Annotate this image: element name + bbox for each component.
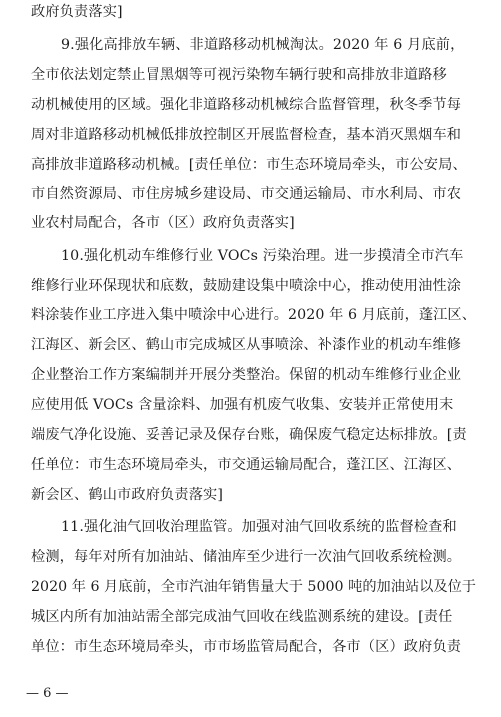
text-line: 新会区、鹤山市政府负责落实] <box>31 487 224 503</box>
text-line: 政府负责落实] <box>31 4 123 20</box>
text-line: 城区内所有加油站需全部完成油气回收在线监测系统的建设。[责任 <box>31 609 453 625</box>
text-line: 动机械使用的区域。强化非道路移动机械综合监督管理，秋冬季节每 <box>31 97 462 113</box>
text-line: 全市依法划定禁止冒黑烟等可视污染物车辆行驶和高排放非道路移 <box>31 67 447 83</box>
text-line: 企业整治工作方案编制并开展分类整治。保留的机动车维修行业企业 <box>31 367 462 383</box>
item-11-heading-line: 11.强化油气回收治理监管。加强对油气回收系统的监督检查和 <box>61 519 457 535</box>
text-line: 业农村局配合，各市（区）政府负责落实] <box>31 215 295 231</box>
text-line: 检测，每年对所有加油站、储油库至少进行一次油气回收系统检测。 <box>31 549 462 565</box>
text-line: 江海区、新会区、鹤山市完成城区从事喷涂、补漆作业的机动车维修 <box>31 337 462 353</box>
text-line: 应使用低 VOCs 含量涂料、加强有机废气收集、安装并正常使用末 <box>31 397 454 413</box>
text-line: 任单位：市生态环境局牵头，市交通运输局配合，蓬江区、江海区、 <box>31 457 462 473</box>
text-line: 维修行业环保现状和底数，鼓励建设集中喷涂中心，推动使用油性涂 <box>31 278 462 294</box>
text-line: 单位：市生态环境局牵头，市市场监管局配合，各市（区）政府负责 <box>31 639 462 655</box>
text-line: 高排放非道路移动机械。[责任单位：市生态环境局牵头，市公安局、 <box>31 157 467 173</box>
item-9-heading-line: 9.强化高排放车辆、非道路移动机械淘汰。2020 年 6 月底前， <box>61 37 465 53</box>
text-line: 市自然资源局、市住房城乡建设局、市交通运输局、市水利局、市农 <box>31 186 462 202</box>
page-number: — 6 — <box>26 686 69 701</box>
item-10-heading-line: 10.强化机动车维修行业 VOCs 污染治理。进一步摸清全市汽车 <box>61 248 464 264</box>
text-line: 端废气净化设施、妥善记录及保存台账，确保废气稳定达标排放。[责 <box>31 427 467 443</box>
text-line: 2020 年 6 月底前，全市汽油年销售量大于 5000 吨的加油站以及位于 <box>31 579 476 595</box>
text-line: 周对非道路移动机械低排放控制区开展监督检查，基本消灭黑烟车和 <box>31 127 462 143</box>
text-line: 料涂装作业工序进入集中喷涂中心进行。2020 年 6 月底前，蓬江区、 <box>31 307 476 323</box>
